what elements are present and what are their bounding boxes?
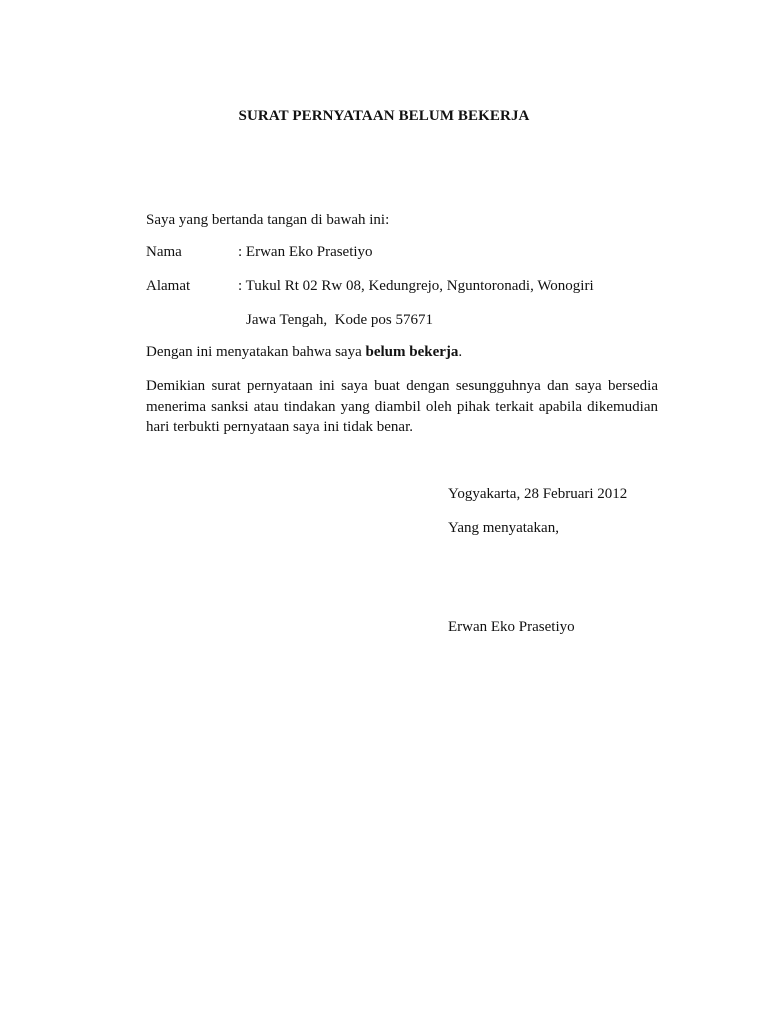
intro-text: Saya yang bertanda tangan di bawah ini: (146, 212, 390, 228)
statement-suffix: . (458, 344, 463, 360)
document-title: SURAT PERNYATAAN BELUM BEKERJA (238, 108, 530, 124)
name-value: : Erwan Eko Prasetiyo (238, 244, 373, 260)
closing-paragraph: Demikian surat pernyataan ini saya buat dengan sesungguhnya dan saya bersedia menerima sanksi atau tindakan yang diambil oleh pihak terkait apabila dikemudian hari terbukti pernyataan saya ini tidak benar. (146, 378, 658, 435)
address-value-line1: : Tukul Rt 02 Rw 08, Kedungrejo, Nguntoronadi, Wonogiri (238, 278, 594, 294)
statement-emphasis: belum bekerja (365, 344, 459, 360)
place-date: Yogyakarta, 28 Februari 2012 (448, 486, 628, 502)
address-value-line2: Jawa Tengah, Kode pos 57671 (246, 312, 433, 328)
address-label: Alamat (146, 278, 191, 294)
name-label: Nama (146, 244, 182, 260)
declarant-label: Yang menyatakan, (448, 520, 559, 536)
statement-line (146, 342, 462, 362)
signer-name: Erwan Eko Prasetiyo (448, 619, 575, 635)
statement-prefix: Dengan ini menyatakan bahwa saya (146, 344, 366, 360)
